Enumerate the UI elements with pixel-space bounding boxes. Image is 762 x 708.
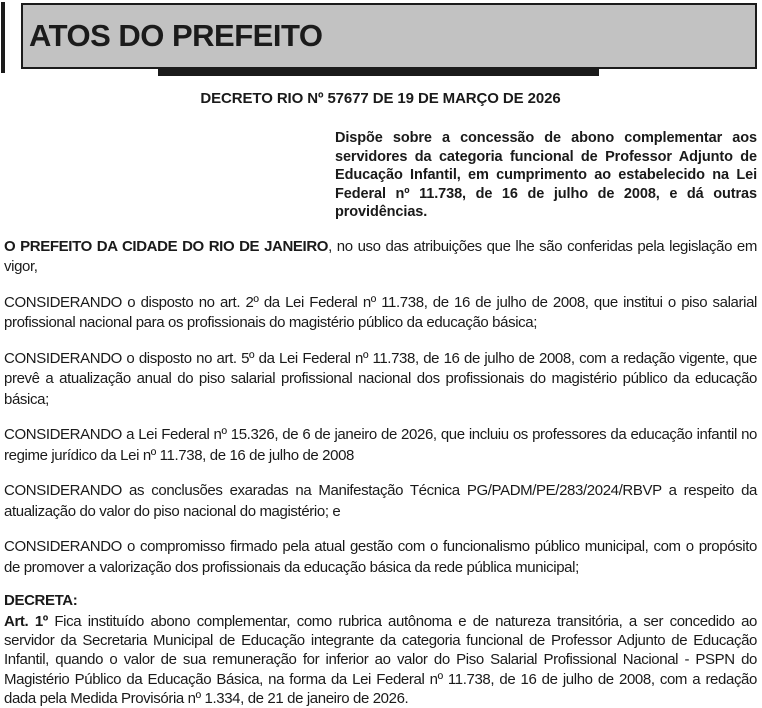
section-header-title: ATOS DO PREFEITO xyxy=(29,18,323,53)
article-1-lead: Art. 1º xyxy=(4,612,48,630)
considerando-paragraph-4: CONSIDERANDO as conclusões exaradas na Manifestação Técnica PG/PADM/PE/283/2024/RBVP a respeito da atualização do valor do piso nacional do magistério; e xyxy=(4,482,757,520)
considerando-paragraph-2: CONSIDERANDO o disposto no art. 5º da Lei Federal nº 11.738, de 16 de julho de 2008, com a redação vigente, que prevê a atualização anual do piso salarial profissional nacional dos profissionais do magistério público da educação básica; xyxy=(4,349,757,408)
decree-content xyxy=(4,0,757,708)
considerando-paragraph-1: CONSIDERANDO o disposto no art. 2º da Lei Federal nº 11.738, de 16 de julho de 2008, que institui o piso salarial profissional nacional para os profissionais do magistério público da educação básica; xyxy=(4,293,757,332)
decree-summary: Dispõe sobre a concessão de abono complementar aos servidores da categoria funcional de Professor Adjunto de Educação Infantil, em cumprimento ao estabelecido na Lei Federal nº 11.738, de 16 de julho de 2008, e dá outras providências. xyxy=(335,130,757,221)
preamble-rest: , no uso das atribuições que lhe são conferidas pela legislação em vigor, xyxy=(4,237,757,276)
decree-title: DECRETO RIO Nº 57677 DE 19 DE MARÇO DE 2026 xyxy=(200,90,561,107)
considerando-paragraph-3: CONSIDERANDO a Lei Federal nº 15.326, de 6 de janeiro de 2026, que incluiu os professores da educação infantil no regime jurídico da Lei nº 11.738, de 16 de julho de 2008 xyxy=(4,426,757,464)
preamble-paragraph xyxy=(4,237,757,278)
article-1-paragraph xyxy=(4,612,757,708)
decreta-label: DECRETA: xyxy=(4,592,78,610)
article-1-text: Fica instituído abono complementar, como rubrica autônoma e de natureza transitória, a ser concedido ao servidor da Secretaria Municipal de Educação integrante da categoria funcional de Professor Adjunto de Educação Infantil, quando o valor de sua remuneração for inferior ao valor do Piso Salarial Profissional Nacional - PSPN do Magistério Público da Educação Básica, na forma da Lei Federal nº 11.738, de 16 de julho de 2008, com a redação dada pela Medida Provisória nº 1.334, de 21 de janeiro de 2026. xyxy=(4,612,757,707)
considerando-paragraph-5: CONSIDERANDO o compromisso firmado pela atual gestão com o funcionalismo público municipal, com o propósito de promover a valorização dos profissionais da educação básica da rede pública municipal; xyxy=(4,538,757,576)
preamble-lead: O PREFEITO DA CIDADE DO RIO DE JANEIRO xyxy=(4,237,329,255)
